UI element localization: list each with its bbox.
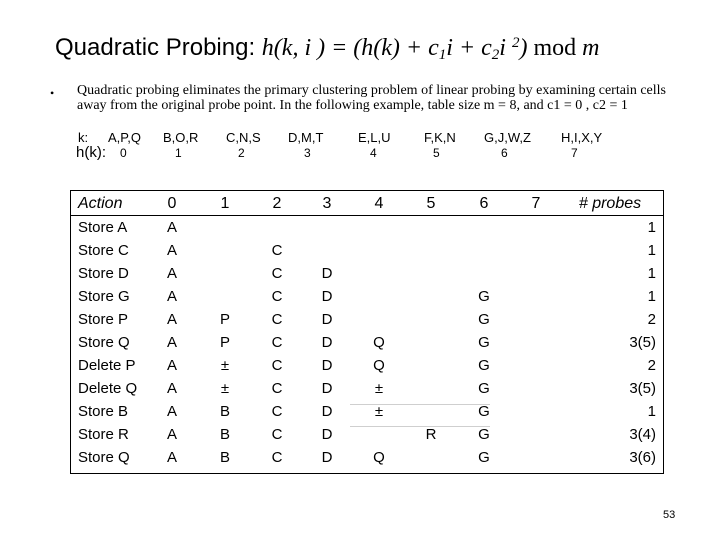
row-action: Store P [78, 311, 129, 328]
description-paragraph: Quadratic probing eliminates the primary clustering problem of linear probing by examining certain cells away from the original probe point. In the following example, table size m = 8, and c1 = 0 , c2 = 1 [77, 83, 666, 113]
key-label: k: [78, 130, 89, 145]
header-slot-7: 7 [531, 195, 541, 212]
title-lead: Quadratic Probing [55, 34, 249, 61]
row-probes: 3(6) [629, 449, 656, 466]
key-value: C,N,S [226, 130, 261, 145]
row-action: Store C [78, 242, 129, 259]
row-action: Store R [78, 426, 129, 443]
slot-cell-6: G [478, 357, 490, 374]
row-action: Store G [78, 288, 130, 305]
slot-cell-1: P [219, 334, 230, 351]
slide-title [55, 34, 599, 64]
row-probes: 1 [647, 403, 656, 420]
row-action: Delete Q [78, 380, 138, 397]
slot-cell-3: D [321, 311, 333, 328]
slot-cell-3: D [321, 403, 333, 420]
slot-cell-4: ± [374, 380, 384, 397]
row-probes: 3(5) [629, 334, 656, 351]
hash-value: 6 [501, 146, 508, 160]
key-value: G,J,W,Z [484, 130, 531, 145]
row-probes: 1 [647, 288, 656, 305]
slot-cell-2: C [271, 242, 283, 259]
key-value: H,I,X,Y [561, 130, 603, 145]
hash-value: 2 [238, 146, 245, 160]
slot-cell-6: G [478, 449, 490, 466]
slot-cell-0: A [166, 265, 177, 282]
formula-sub-1: 1 [438, 47, 447, 63]
formula-part-3: i [499, 35, 512, 61]
slot-cell-1: P [219, 311, 230, 328]
slot-cell-4: Q [373, 334, 385, 351]
hash-value: 5 [433, 146, 440, 160]
key-value: A,P,Q [108, 130, 142, 145]
header-probes: # probes [578, 195, 642, 212]
slot-cell-3: D [321, 357, 333, 374]
key-value: B,O,R [163, 130, 199, 145]
slot-cell-0: A [166, 311, 177, 328]
key-value: D,M,T [288, 130, 324, 145]
slot-cell-2: C [271, 357, 283, 374]
formula-part-2: i + c [446, 35, 492, 61]
formula-mod: mod [533, 35, 583, 61]
header-slot-3: 3 [322, 195, 332, 212]
slot-cell-4: Q [373, 449, 385, 466]
row-probes: 2 [647, 311, 656, 328]
slot-cell-2: C [271, 380, 283, 397]
slot-cell-0: A [166, 219, 177, 236]
slot-cell-0: A [166, 242, 177, 259]
row-action: Store A [78, 219, 128, 236]
formula-sup: 2 [511, 35, 520, 51]
slot-cell-0: A [166, 403, 177, 420]
formula-sub-2: 2 [491, 47, 500, 63]
slot-cell-3: D [321, 288, 333, 305]
slot-cell-4: ± [374, 403, 384, 420]
slot-cell-0: A [166, 426, 177, 443]
slot-cell-0: A [166, 334, 177, 351]
hash-value: 3 [304, 146, 311, 160]
slot-cell-0: A [166, 449, 177, 466]
slot-cell-3: D [321, 380, 333, 397]
slot-cell-5: R [425, 426, 437, 443]
hash-value: 0 [120, 146, 127, 160]
row-probes: 1 [647, 219, 656, 236]
row-probes: 1 [647, 265, 656, 282]
slot-cell-3: D [321, 265, 333, 282]
row-action: Store D [78, 265, 129, 282]
slot-cell-6: G [478, 288, 490, 305]
slot-cell-6: G [478, 426, 490, 443]
slot-cell-6: G [478, 334, 490, 351]
slot-cell-1: B [219, 426, 230, 443]
header-slot-4: 4 [374, 195, 384, 212]
row-probes: 3(5) [629, 380, 656, 397]
title-formula [262, 35, 600, 61]
formula-m: m [582, 35, 600, 61]
slot-cell-3: D [321, 426, 333, 443]
header-slot-0: 0 [167, 195, 177, 212]
slot-cell-0: A [166, 380, 177, 397]
header-slot-5: 5 [426, 195, 436, 212]
row-action: Store B [78, 403, 129, 420]
formula-part-4: ) [519, 35, 534, 61]
hash-value: 1 [175, 146, 182, 160]
page-number: 53 [663, 509, 676, 521]
slot-cell-3: D [321, 449, 333, 466]
row-action: Delete P [78, 357, 136, 374]
header-slot-1: 1 [220, 195, 230, 212]
header-slot-6: 6 [479, 195, 489, 212]
header-action: Action [78, 195, 123, 212]
slot-cell-2: C [271, 403, 283, 420]
key-value: E,L,U [358, 130, 391, 145]
slot-cell-6: G [478, 403, 490, 420]
slot-cell-2: C [271, 426, 283, 443]
slot-cell-1: ± [220, 380, 230, 397]
header-slot-2: 2 [272, 195, 282, 212]
row-action: Store Q [78, 334, 130, 351]
slot-cell-1: B [219, 403, 230, 420]
slot-cell-2: C [271, 265, 283, 282]
slot-cell-3: D [321, 334, 333, 351]
key-value: F,K,N [424, 130, 456, 145]
slot-cell-6: G [478, 311, 490, 328]
slot-cell-4: Q [373, 357, 385, 374]
row-probes: 1 [647, 242, 656, 259]
row-probes: 3(4) [629, 426, 656, 443]
slot-cell-2: C [271, 334, 283, 351]
bullet-point: • [50, 86, 55, 100]
slot-cell-2: C [271, 449, 283, 466]
row-probes: 2 [647, 357, 656, 374]
slot-cell-1: B [219, 449, 230, 466]
hash-value: 4 [370, 146, 377, 160]
hash-value: 7 [571, 146, 578, 160]
slot-cell-1: ± [220, 357, 230, 374]
row-action: Store Q [78, 449, 130, 466]
slot-cell-6: G [478, 380, 490, 397]
slot-cell-2: C [271, 311, 283, 328]
slot-cell-0: A [166, 357, 177, 374]
slot-cell-0: A [166, 288, 177, 305]
header-divider [70, 215, 664, 216]
formula-part-1: h(k, i ) = (h(k) + c [261, 35, 439, 61]
title-colon: : [248, 34, 262, 61]
hash-label: h(k): [76, 144, 106, 161]
slot-cell-2: C [271, 288, 283, 305]
